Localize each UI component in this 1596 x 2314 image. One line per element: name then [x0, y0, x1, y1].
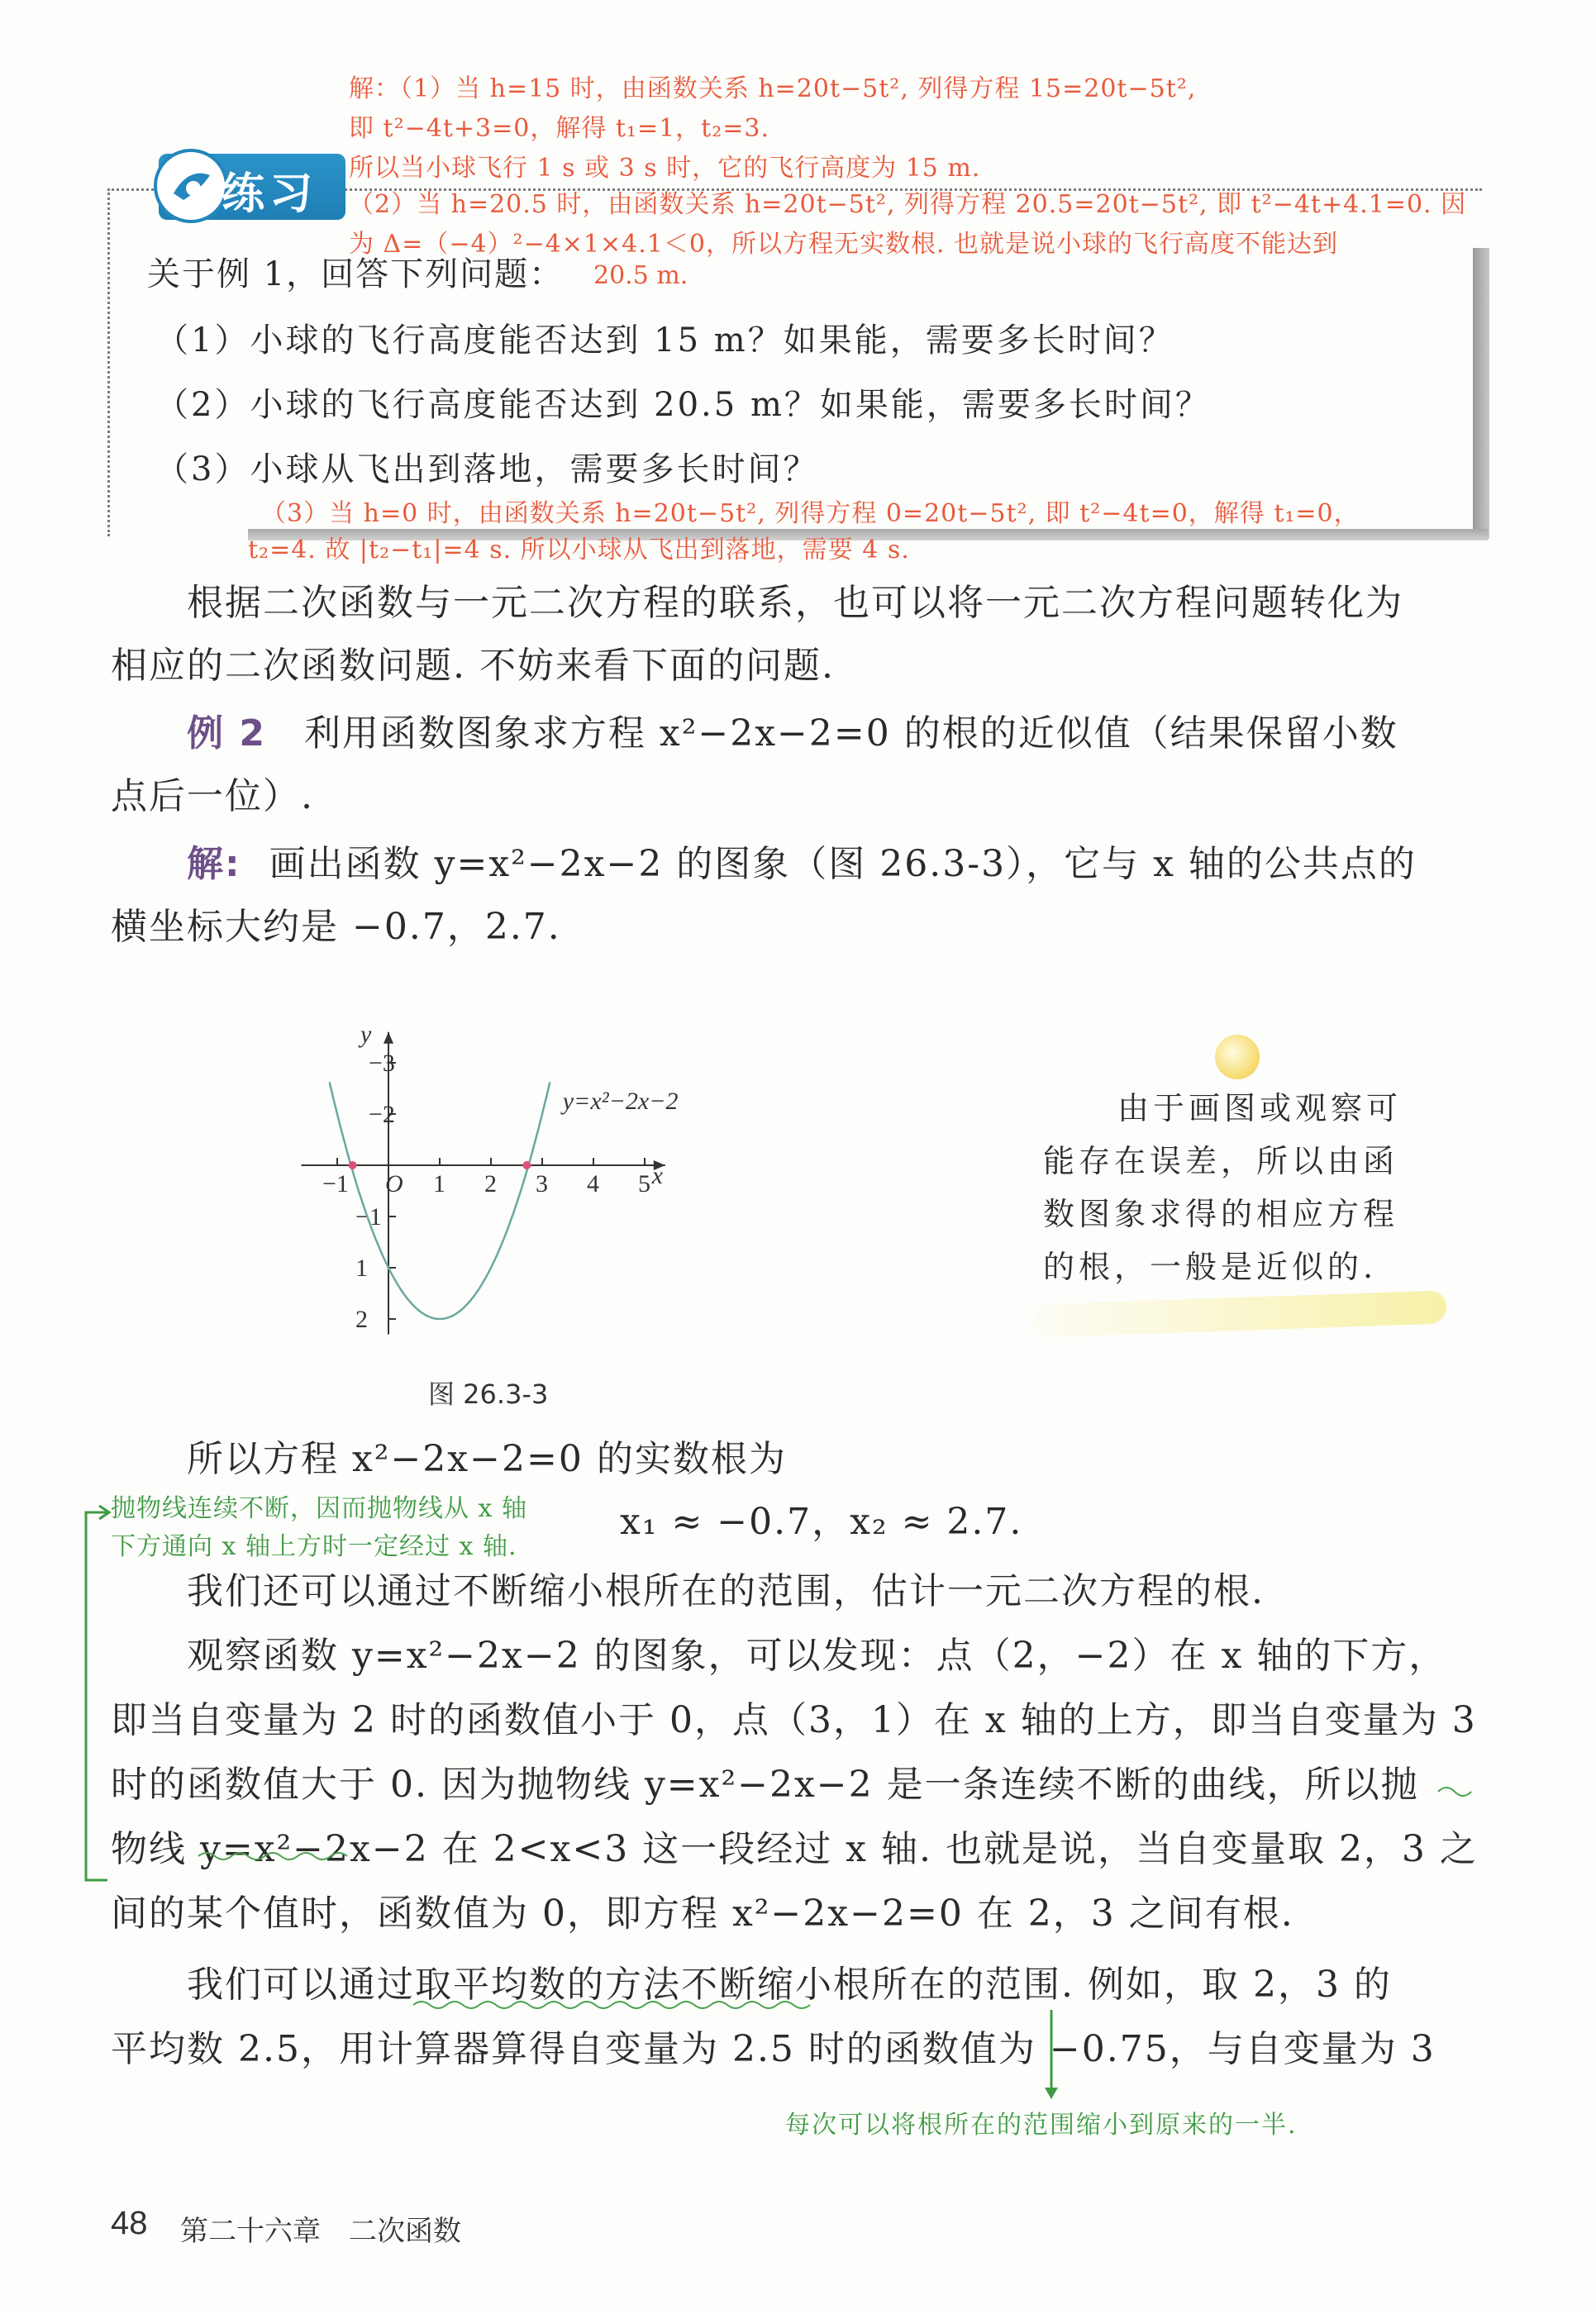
x-axis-label: x — [651, 1162, 664, 1189]
practice-badge-icon — [154, 149, 228, 223]
paragraph-4-line-1: 我们可以通过取平均数的方法不断缩小根所在的范围. 例如，取 2，3 的 — [187, 1964, 1392, 2006]
annotation-answer3-line2: t₂=4. 故 |t₂−t₁|=4 s. 所以小球从飞出到落地，需要 4 s. — [248, 536, 910, 564]
figure-caption: 图 26.3-3 — [428, 1378, 549, 1410]
y-axis-arrow — [384, 1032, 393, 1044]
paragraph-3-line-3: 时的函数值大于 0. 因为抛物线 y=x²−2x−2 是一条连续不断的曲线，所以抛 — [111, 1764, 1419, 1806]
annotation-answer3-line1: （3）当 h=0 时，由函数关系 h=20t−5t², 列得方程 0=20t−5t², 即 t²−4t=0，解得 t₁=0， — [261, 499, 1360, 528]
y-tick-label: 1 — [355, 1255, 368, 1282]
solution-line-2: 横坐标大约是 −0.7，2.7. — [111, 906, 561, 948]
annotation-answer2-line3: 20.5 m. — [593, 261, 688, 290]
paragraph-1-line-2: 相应的二次函数问题. 不妨来看下面的问题. — [111, 645, 835, 687]
x-tick-label: 3 — [536, 1170, 548, 1197]
root-point — [522, 1161, 531, 1169]
example-line-2: 点后一位）. — [111, 775, 314, 817]
side-note-line-2: 能存在误差，所以由函 — [1043, 1143, 1399, 1179]
practice-badge-label: 练习 — [222, 169, 318, 219]
annotation-answer1-line1: 解：（1）当 h=15 时，由函数关系 h=20t−5t², 列得方程 15=20t−5t², — [349, 74, 1197, 103]
example-label: 例 2 — [187, 712, 266, 755]
annotation-answer2-line2: 为 Δ=（−4）²−4×1×4.1＜0，所以方程无实数根. 也就是说小球的飞行高度不能达到 — [349, 230, 1339, 259]
annotation-answer1-line3: 所以当小球飞行 1 s 或 3 s 时，它的飞行高度为 15 m. — [349, 154, 981, 183]
solution-label: 解: — [187, 843, 241, 885]
y-tick-label: −3 — [369, 1050, 395, 1077]
practice-question-2: （2）小球的飞行高度能否达到 20.5 m？如果能，需要多长时间？ — [155, 386, 1211, 424]
side-note-line-4: 的根，一般是近似的. — [1043, 1249, 1378, 1285]
practice-intro: 关于例 1，回答下列问题： — [147, 255, 565, 293]
annotation-green-1-line-2: 下方通向 x 轴上方时一定经过 x 轴. — [111, 1532, 517, 1561]
root-point — [349, 1161, 357, 1169]
x-tick-label: −1 — [322, 1170, 349, 1197]
paragraph-4-line-2: 平均数 2.5，用计算器算得自变量为 2.5 时的函数值为 −0.75，与自变量为 3 — [111, 2028, 1436, 2070]
example-line-1: 利用函数图象求方程 x²−2x−2=0 的根的近似值（结果保留小数 — [303, 712, 1398, 755]
solution-line-1: 画出函数 y=x²−2x−2 的图象（图 26.3-3），它与 x 轴的公共点的 — [269, 843, 1417, 885]
curve-label: y=x²−2x−2 — [562, 1087, 679, 1115]
annotation-bracket — [74, 1504, 116, 1893]
paragraph-1-line-1: 根据二次函数与一元二次方程的联系，也可以将一元二次方程问题转化为 — [187, 582, 1403, 624]
side-note-line-3: 数图象求得的相应方程 — [1043, 1196, 1399, 1232]
roots-intro: 所以方程 x²−2x−2=0 的实数根为 — [187, 1438, 787, 1480]
y-tick-label: 2 — [355, 1306, 368, 1333]
y-tick-label: −1 — [355, 1203, 382, 1231]
practice-question-1: （1）小球的飞行高度能否达到 15 m？如果能，需要多长时间？ — [155, 321, 1174, 359]
roots-values: x₁ ≈ −0.7，x₂ ≈ 2.7. — [620, 1501, 1023, 1543]
x-tick-label: 5 — [638, 1170, 650, 1197]
sun-icon — [1215, 1035, 1260, 1079]
paragraph-3-line-4: 物线 y=x²−2x−2 在 2<x<3 这一段经过 x 轴. 也就是说，当自变量取 2，3 之 — [111, 1828, 1478, 1870]
side-note-line-1: 由于画图或观察可 — [1117, 1090, 1403, 1126]
paragraph-3-line-1: 观察函数 y=x²−2x−2 的图象，可以发现：点（2，−2）在 x 轴的下方， — [187, 1635, 1447, 1677]
origin-label: O — [385, 1170, 403, 1197]
figure-parabola — [281, 992, 727, 1388]
practice-box-shadow — [1473, 248, 1489, 539]
x-tick-label: 4 — [587, 1170, 599, 1197]
x-tick-label: 2 — [484, 1170, 497, 1197]
paragraph-3-line-5: 间的某个值时，函数值为 0，即方程 x²−2x−2=0 在 2，3 之间有根. — [111, 1893, 1294, 1935]
practice-question-3: （3）小球从飞出到落地，需要多长时间？ — [155, 450, 819, 488]
y-axis-label: y — [360, 1020, 372, 1048]
x-tick-label: 1 — [433, 1170, 445, 1197]
y-tick-label: −2 — [369, 1101, 395, 1128]
highlight-stroke — [1033, 1290, 1446, 1337]
annotation-green-2: 每次可以将根所在的范围缩小到原来的一半. — [785, 2111, 1298, 2140]
annotation-answer1-line2: 即 t²−4t+3=0，解得 t₁=1，t₂=3. — [349, 114, 770, 143]
chapter-title: 第二十六章 二次函数 — [180, 2215, 461, 2248]
page-number: 48 — [111, 2205, 148, 2241]
annotation-answer2-line1: （2）当 h=20.5 时，由函数关系 h=20t−5t², 列得方程 20.5=20t−5t², 即 t²−4t+4.1=0. 因 — [349, 190, 1467, 219]
annotation-green-1-line-1: 抛物线连续不断，因而抛物线从 x 轴 — [111, 1494, 527, 1523]
paragraph-3-line-2: 即当自变量为 2 时的函数值小于 0，点（3，1）在 x 轴的上方，即当自变量为 3 — [111, 1699, 1477, 1741]
paragraph-2: 我们还可以通过不断缩小根所在的范围，估计一元二次方程的根. — [187, 1570, 1265, 1612]
parabola-curve — [330, 1082, 550, 1319]
